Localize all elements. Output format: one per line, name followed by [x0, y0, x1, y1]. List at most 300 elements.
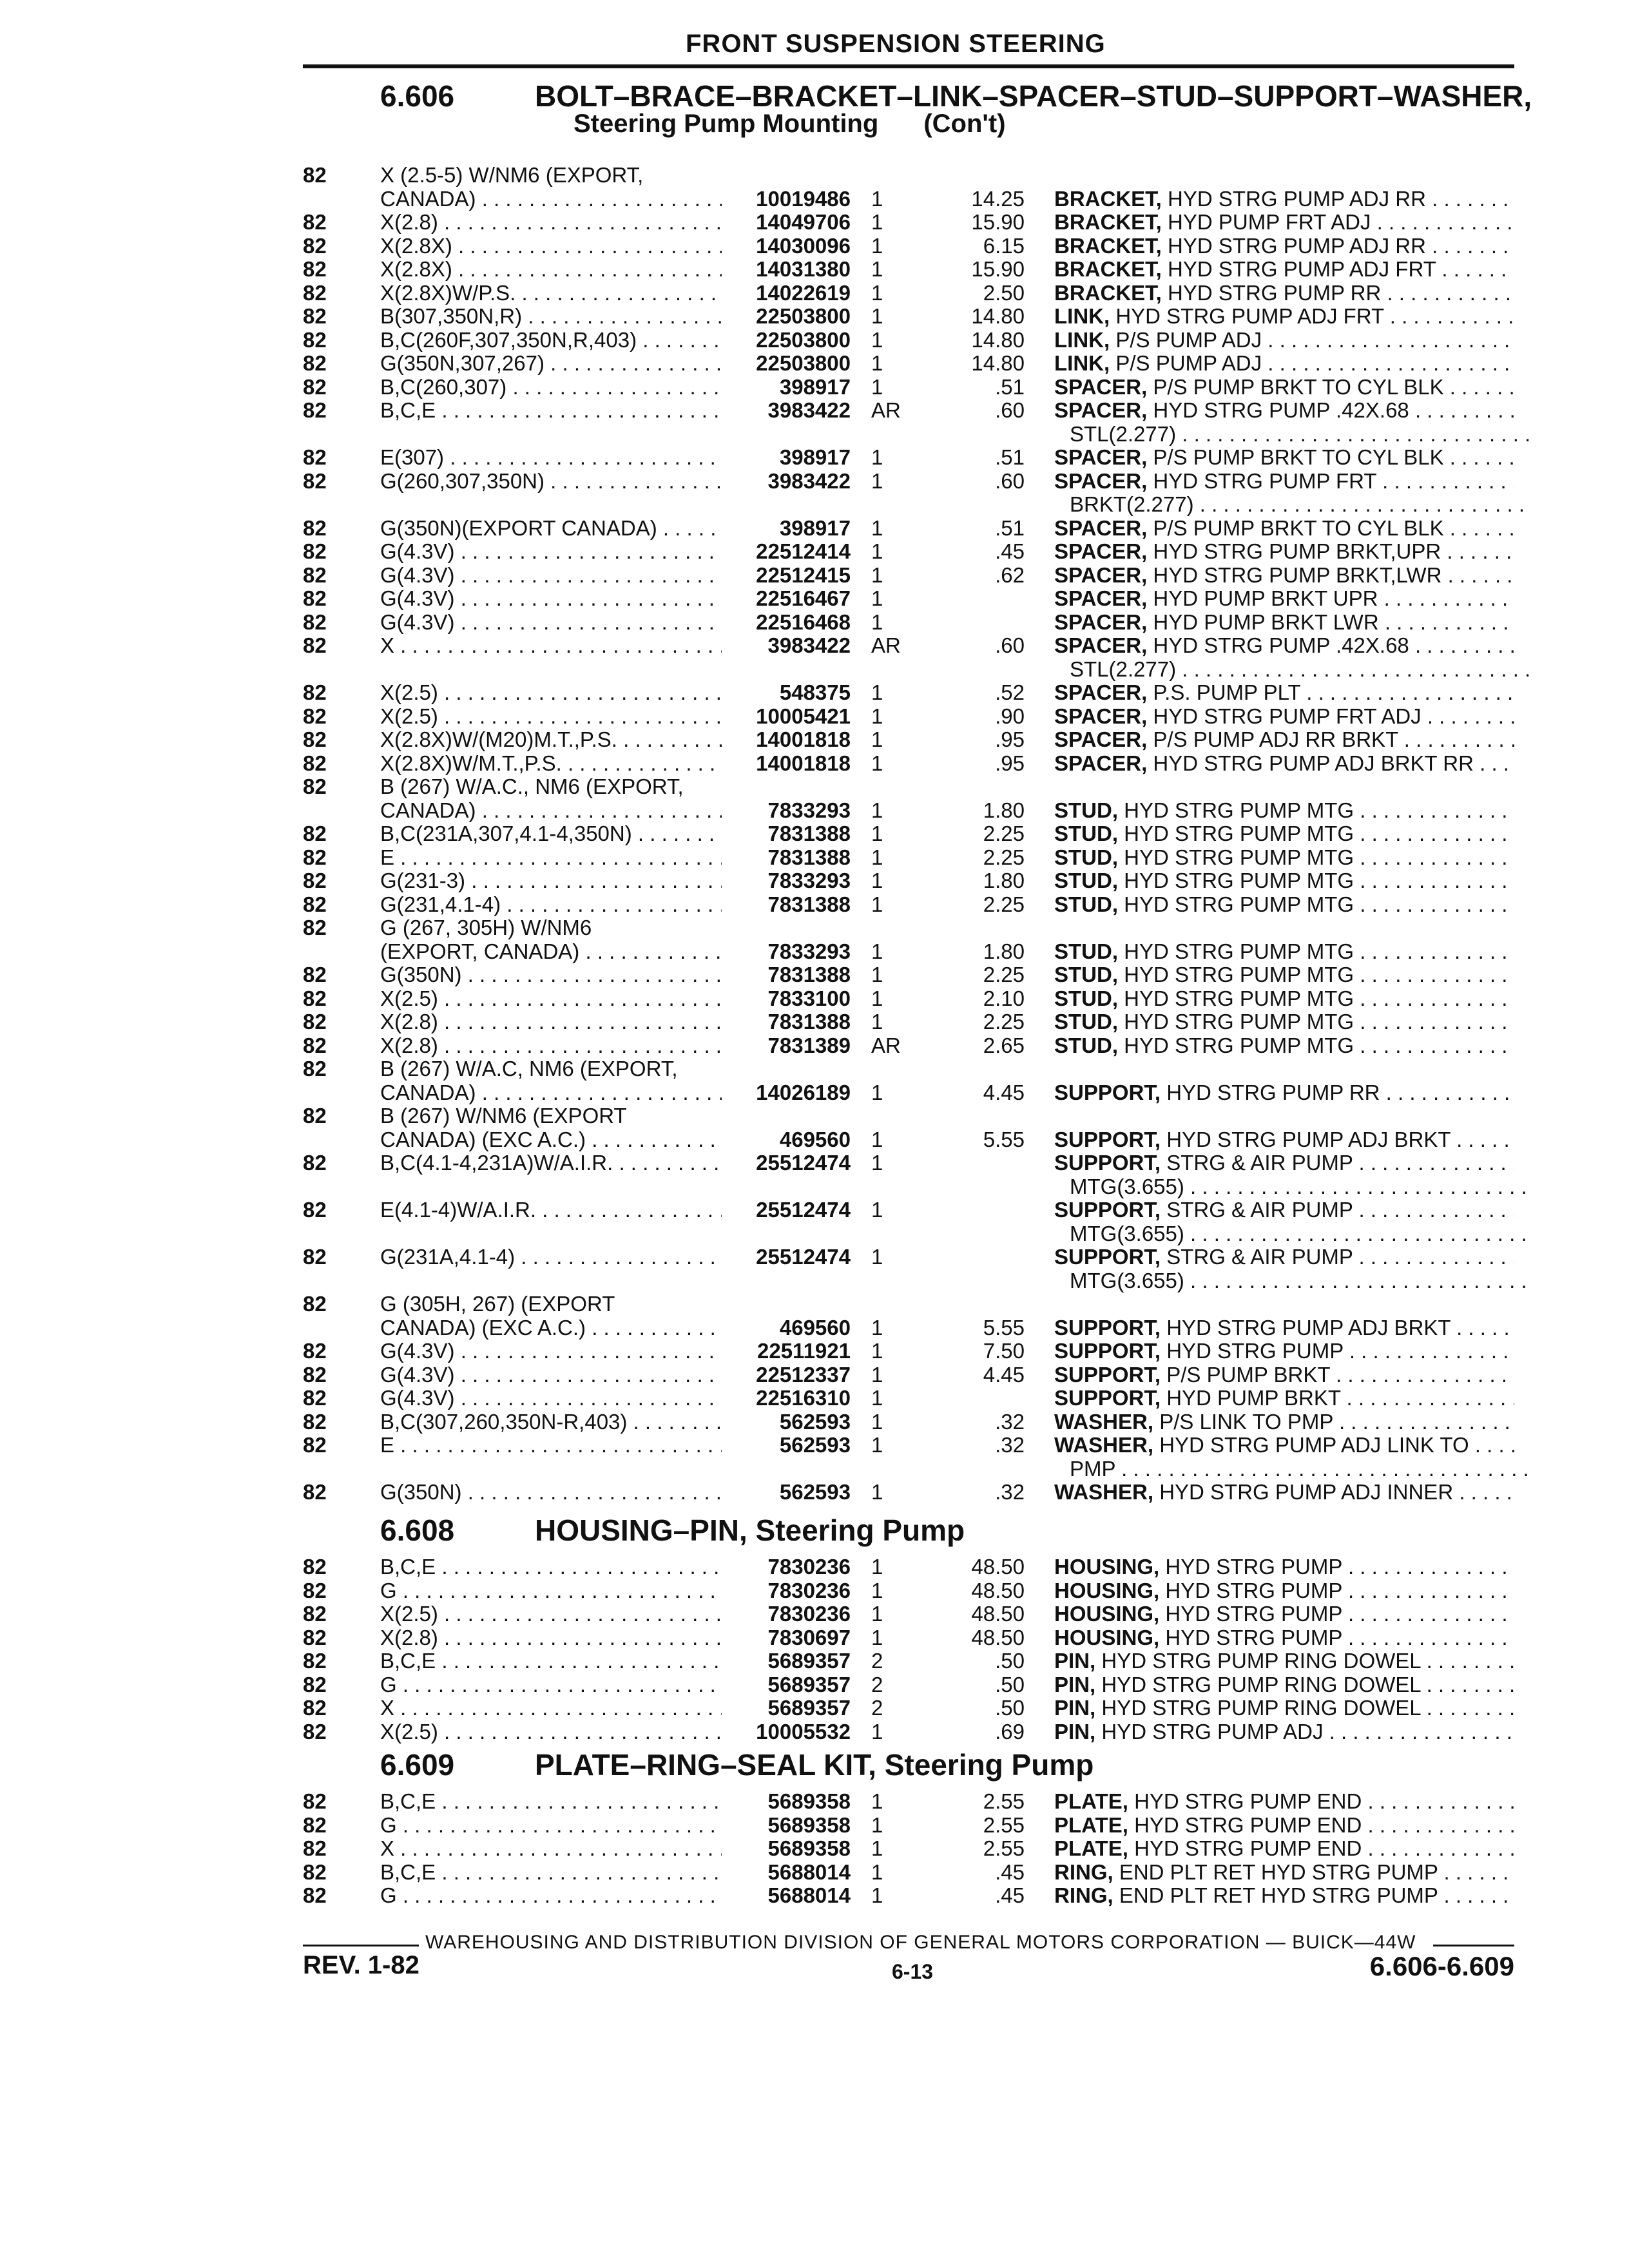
description-cell [1054, 892, 1514, 918]
price-cell: 2.55 [983, 1789, 1025, 1813]
part-description: STRG & AIR PUMP [1166, 1151, 1353, 1175]
price-cell: 48.50 [971, 1555, 1025, 1579]
application-cell: X . . . [380, 1836, 722, 1861]
part-description: STL(2.277) [1070, 421, 1177, 446]
table-row [0, 1456, 1629, 1482]
part-number-cell: 10005421 [756, 704, 851, 728]
quantity-cell: 1 [871, 280, 883, 305]
price-cell: .51 [995, 445, 1025, 469]
part-description: HYD STRG PUMP ADJ BRKT RR [1153, 751, 1474, 775]
quantity-cell: 1 [871, 986, 883, 1010]
quantity-cell: 1 [871, 1789, 883, 1813]
part-name: PIN, [1054, 1696, 1096, 1720]
part-description: HYD STRG PUMP END [1134, 1789, 1362, 1813]
table-row [0, 1080, 1629, 1106]
quantity-cell: AR [871, 398, 901, 422]
part-number-cell: 14001818 [756, 751, 851, 775]
application-cell: E(4.1-4)W/A.I.R. . . . [380, 1197, 722, 1223]
description-cell [1054, 939, 1514, 965]
part-description: HYD STRG PUMP MTG [1124, 869, 1354, 892]
application-cell: G(260,307,350N) . . . [380, 468, 722, 494]
part-name: WASHER, [1054, 1409, 1154, 1434]
price-cell: .95 [995, 751, 1025, 775]
quantity-cell: 1 [871, 1409, 883, 1434]
application-cell: G(4.3V) . . . [380, 539, 722, 564]
quantity-cell: 2 [871, 1696, 883, 1720]
year-cell: 82 [303, 610, 327, 634]
part-name: SUPPORT, [1054, 1315, 1161, 1340]
table-row [0, 774, 1629, 800]
price-cell: .69 [995, 1719, 1025, 1744]
table-row [0, 727, 1629, 753]
application-cell: B (267) W/NM6 (EXPORT [380, 1104, 627, 1128]
year-cell: 82 [303, 468, 327, 493]
year-cell: 82 [303, 327, 327, 352]
application-cell: X(2.8) . . . [380, 1033, 722, 1059]
description-cell [1054, 303, 1514, 329]
quantity-cell: 1 [871, 327, 883, 352]
price-cell: 2.10 [983, 986, 1025, 1010]
quantity-cell: 1 [871, 515, 883, 540]
part-description: HYD STRG PUMP MTG [1124, 986, 1354, 1010]
application-cell: G(4.3V) . . . [380, 586, 722, 611]
quantity-cell: 1 [871, 751, 883, 775]
description-cell [1054, 1080, 1514, 1106]
quantity-cell: 1 [871, 1480, 883, 1504]
application-cell: CANADA) . . . [380, 186, 722, 212]
price-cell: .60 [995, 468, 1025, 493]
part-name: SPACER, [1054, 398, 1148, 422]
year-cell: 82 [303, 163, 327, 187]
part-name: PIN, [1054, 1672, 1096, 1696]
part-number-cell: 22503800 [756, 304, 851, 328]
part-number-cell: 3983422 [767, 633, 851, 657]
description-cell [1054, 539, 1514, 564]
quantity-cell: 1 [871, 1127, 883, 1151]
part-description: P/S PUMP ADJ RR BRKT [1153, 727, 1398, 751]
price-cell: .52 [995, 680, 1025, 704]
part-description: HYD PUMP BRKT UPR [1153, 586, 1378, 610]
part-description: HYD PUMP FRT ADJ [1168, 210, 1371, 234]
application-cell: CANADA) (EXC A.C.) . . . [380, 1127, 722, 1153]
description-cell [1054, 1672, 1514, 1698]
application-cell: G(350N) . . . [380, 962, 722, 988]
part-description: HYD PUMP BRKT LWR [1153, 610, 1379, 634]
description-cell [1054, 1432, 1514, 1458]
year-cell: 82 [303, 398, 327, 422]
description-cell [1054, 1789, 1514, 1814]
description-cell [1070, 657, 1530, 682]
part-number-cell: 5689357 [767, 1672, 851, 1696]
application-cell: G . . . [380, 1883, 722, 1908]
part-description: BRKT(2.277) [1070, 492, 1194, 516]
part-name: SPACER, [1054, 374, 1148, 399]
year-cell: 82 [303, 539, 327, 563]
table-row [0, 1883, 1629, 1908]
application-cell: X (2.5-5) W/NM6 (EXPORT, [380, 163, 644, 187]
description-cell [1070, 1221, 1530, 1247]
quantity-cell: 1 [871, 1555, 883, 1579]
year-cell: 82 [303, 257, 327, 281]
part-description: HYD STRG PUMP RING DOWEL [1101, 1672, 1421, 1696]
application-cell: G(4.3V) . . . [380, 1362, 722, 1388]
year-cell: 82 [303, 1010, 327, 1033]
year-cell: 82 [303, 1578, 327, 1602]
application-cell: G(350N)(EXPORT CANADA) . . . [380, 515, 722, 541]
price-cell: .45 [995, 539, 1025, 563]
section-subtitle: Steering Pump Mounting [574, 110, 879, 138]
application-cell: X(2.8X) . . . [380, 256, 722, 282]
application-cell: B,C,E . . . [380, 1554, 722, 1580]
part-name: RING, [1054, 1883, 1113, 1907]
part-number-cell: 22512415 [756, 562, 851, 587]
part-name: PIN, [1054, 1719, 1096, 1744]
section-title: PLATE–RING–SEAL KIT, Steering Pump [535, 1748, 1094, 1782]
price-cell: .45 [995, 1860, 1025, 1884]
part-name: BRACKET, [1054, 210, 1162, 234]
year-cell: 82 [303, 1602, 327, 1626]
part-name: SUPPORT, [1054, 1362, 1161, 1387]
description-cell [1054, 1362, 1514, 1388]
quantity-cell: 1 [871, 1010, 883, 1033]
table-row [0, 1362, 1629, 1388]
price-cell: .62 [995, 562, 1025, 587]
price-cell: .95 [995, 727, 1025, 751]
quantity-cell: 1 [871, 304, 883, 328]
year-cell: 82 [303, 1057, 327, 1081]
part-number-cell: 10005532 [756, 1719, 851, 1744]
part-name: RING, [1054, 1860, 1113, 1884]
application-cell: G(4.3V) . . . [380, 1385, 722, 1411]
table-row [0, 1719, 1629, 1745]
footer-page-number: 6-13 [892, 1960, 934, 1983]
quantity-cell: 1 [871, 186, 883, 211]
year-cell: 82 [303, 680, 327, 704]
description-cell [1054, 280, 1514, 306]
price-cell: 15.90 [971, 210, 1025, 234]
footer-rule-right [1433, 1945, 1514, 1946]
application-cell: E . . . [380, 845, 722, 870]
part-name: SPACER, [1054, 586, 1148, 610]
table-row [0, 633, 1629, 658]
price-cell: 14.80 [971, 327, 1025, 352]
quantity-cell: 1 [871, 1151, 883, 1175]
table-row [0, 1315, 1629, 1341]
part-number-cell: 7830697 [767, 1625, 851, 1649]
table-row [0, 280, 1629, 306]
page-header-title: FRONT SUSPENSION STEERING [686, 30, 1106, 58]
price-cell: .51 [995, 515, 1025, 540]
part-description: P/S PUMP ADJ [1115, 327, 1262, 352]
table-row [0, 1860, 1629, 1885]
part-name: LINK, [1054, 304, 1110, 328]
price-cell: 2.25 [983, 822, 1025, 845]
price-cell: .90 [995, 704, 1025, 728]
part-description: STL(2.277) [1070, 657, 1177, 681]
application-cell: G(231A,4.1-4) . . . [380, 1244, 722, 1270]
table-row [0, 1197, 1629, 1223]
price-cell: 2.25 [983, 845, 1025, 869]
footer-publisher-line: WAREHOUSING AND DISTRIBUTION DIVISION OF GENERAL MOTORS CORPORATION — BUICK—44W [425, 1932, 1416, 1953]
table-row [0, 162, 1629, 188]
part-number-cell: 25512474 [756, 1151, 851, 1175]
description-cell [1054, 562, 1514, 588]
part-number-cell: 3983422 [767, 398, 851, 422]
part-description: HYD STRG PUMP .42X.68 [1153, 633, 1409, 657]
part-name: SPACER, [1054, 468, 1148, 493]
part-number-cell: 14026189 [756, 1080, 851, 1104]
year-cell: 82 [303, 304, 327, 328]
year-cell: 82 [303, 586, 327, 610]
year-cell: 82 [303, 633, 327, 657]
application-cell: X(2.8X) . . . [380, 233, 722, 259]
table-row [0, 1385, 1629, 1411]
part-number-cell: 469560 [779, 1315, 851, 1340]
description-cell [1054, 798, 1514, 823]
table-row [0, 1812, 1629, 1838]
application-cell: B,C,E . . . [380, 398, 722, 423]
description-cell [1054, 1601, 1514, 1627]
application-cell: E . . . [380, 1432, 722, 1458]
year-cell: 82 [303, 1198, 327, 1222]
table-row [0, 915, 1629, 941]
part-description: HYD STRG PUMP FRT ADJ [1153, 704, 1422, 728]
application-cell: B(307,350N,R) . . . [380, 303, 722, 329]
price-cell: .51 [995, 374, 1025, 399]
year-cell: 82 [303, 562, 327, 587]
year-cell: 82 [303, 727, 327, 751]
table-row [0, 821, 1629, 847]
table-row [0, 233, 1629, 259]
part-number-cell: 7831388 [767, 1010, 851, 1033]
application-cell: G(4.3V) . . . [380, 1338, 722, 1364]
application-cell: X(2.8) . . . [380, 1009, 722, 1035]
quantity-cell: 1 [871, 374, 883, 399]
quantity-cell: 1 [871, 1339, 883, 1363]
application-cell: CANADA) . . . [380, 1080, 722, 1106]
part-name: SPACER, [1054, 633, 1148, 657]
quantity-cell: 1 [871, 1625, 883, 1649]
description-cell [1054, 515, 1514, 541]
quantity-cell: 1 [871, 939, 883, 963]
description-cell [1054, 1695, 1514, 1721]
description-cell [1054, 1338, 1514, 1364]
part-number-cell: 7831388 [767, 845, 851, 869]
part-name: HOUSING, [1054, 1625, 1160, 1649]
part-description: HYD STRG PUMP END [1134, 1812, 1362, 1837]
table-row [0, 515, 1629, 541]
price-cell: 48.50 [971, 1602, 1025, 1626]
price-cell: 2.25 [983, 1010, 1025, 1033]
part-description: HYD STRG PUMP END [1134, 1836, 1362, 1860]
quantity-cell: 1 [871, 586, 883, 610]
footer-section-range: 6.606-6.609 [1369, 1951, 1514, 1981]
application-cell: X(2.5) . . . [380, 704, 722, 729]
application-cell: X(2.5) . . . [380, 680, 722, 706]
part-number-cell: 5688014 [767, 1860, 851, 1884]
part-name: SUPPORT, [1054, 1198, 1161, 1222]
application-cell: B,C,E . . . [380, 1860, 722, 1885]
footer-revision: REV. 1-82 [303, 1951, 419, 1979]
part-number-cell: 25512474 [756, 1245, 851, 1269]
part-number-cell: 22503800 [756, 327, 851, 352]
part-description: P/S LINK TO PMP [1159, 1409, 1333, 1434]
part-description: HYD STRG PUMP RING DOWEL [1101, 1696, 1421, 1720]
description-cell [1054, 1409, 1514, 1435]
price-cell: 6.15 [983, 233, 1025, 258]
part-name: STUD, [1054, 798, 1118, 822]
part-description: MTG(3.655) [1070, 1174, 1184, 1198]
table-row [0, 962, 1629, 988]
part-name: SPACER, [1054, 727, 1148, 751]
price-cell: .50 [995, 1696, 1025, 1720]
quantity-cell: 2 [871, 1649, 883, 1673]
quantity-cell: 1 [871, 798, 883, 822]
application-cell: G(350N) . . . [380, 1479, 722, 1505]
part-number-cell: 7830236 [767, 1578, 851, 1602]
part-number-cell: 3983422 [767, 468, 851, 493]
part-name: SUPPORT, [1054, 1245, 1161, 1269]
table-row [0, 845, 1629, 870]
quantity-cell: 1 [871, 727, 883, 751]
part-name: SPACER, [1054, 445, 1148, 469]
part-name: SPACER, [1054, 751, 1148, 775]
year-cell: 82 [303, 1386, 327, 1410]
quantity-cell: 1 [871, 351, 883, 375]
year-cell: 82 [303, 845, 327, 869]
part-name: WASHER, [1054, 1433, 1154, 1457]
part-number-cell: 7831388 [767, 963, 851, 986]
part-description: HYD STRG PUMP MTG [1124, 963, 1354, 986]
year-cell: 82 [303, 1033, 327, 1057]
part-number-cell: 22511921 [757, 1339, 851, 1363]
part-number-cell: 7830236 [767, 1602, 851, 1626]
part-name: BRACKET, [1054, 280, 1162, 305]
table-row [0, 680, 1629, 706]
part-number-cell: 22512337 [756, 1362, 851, 1387]
table-row [0, 1479, 1629, 1505]
year-cell: 82 [303, 1555, 327, 1579]
price-cell: .60 [995, 633, 1025, 657]
table-row [0, 1244, 1629, 1270]
part-description: MTG(3.655) [1070, 1221, 1184, 1245]
application-cell: B,C(231A,307,4.1-4,350N) . . . [380, 821, 722, 847]
part-description: P.S. PUMP PLT [1153, 680, 1301, 704]
application-cell: X(2.5) . . . [380, 1601, 722, 1627]
part-description: STRG & AIR PUMP [1166, 1245, 1353, 1269]
part-name: BRACKET, [1054, 257, 1162, 281]
quantity-cell: 1 [871, 1245, 883, 1269]
table-row [0, 1033, 1629, 1059]
quantity-cell: 1 [871, 562, 883, 587]
year-cell: 82 [303, 986, 327, 1010]
section-number: 6.606 [380, 79, 455, 113]
price-cell: 2.65 [983, 1033, 1025, 1057]
part-description: END PLT RET HYD STRG PUMP [1119, 1860, 1438, 1884]
quantity-cell: 1 [871, 1812, 883, 1837]
part-number-cell: 7833100 [767, 986, 851, 1010]
description-cell [1054, 1127, 1514, 1153]
quantity-cell: 1 [871, 822, 883, 845]
quantity-cell: 1 [871, 869, 883, 892]
price-cell: 14.80 [971, 304, 1025, 328]
quantity-cell: 2 [871, 1672, 883, 1696]
part-name: STUD, [1054, 963, 1118, 986]
description-cell [1054, 1836, 1514, 1861]
year-cell: 82 [303, 351, 327, 375]
application-cell: (EXPORT, CANADA) . . . [380, 939, 722, 965]
part-number-cell: 5688014 [767, 1883, 851, 1907]
description-cell [1054, 1883, 1514, 1908]
part-description: P/S PUMP BRKT TO CYL BLK [1153, 374, 1444, 399]
table-row [0, 1695, 1629, 1721]
description-cell [1054, 1625, 1514, 1651]
year-cell: 82 [303, 1362, 327, 1387]
part-description: HYD STRG PUMP ADJ RR [1168, 233, 1426, 258]
description-cell [1054, 256, 1514, 282]
year-cell: 82 [303, 1245, 327, 1269]
part-description: HYD STRG PUMP .42X.68 [1153, 398, 1409, 422]
part-description: HYD STRG PUMP ADJ LINK TO [1159, 1433, 1469, 1457]
part-name: SPACER, [1054, 515, 1148, 540]
description-cell [1054, 1315, 1514, 1341]
continued-label: (Con't) [923, 110, 1006, 138]
part-number-cell: 562593 [779, 1480, 851, 1504]
part-description: HYD STRG PUMP MTG [1124, 798, 1354, 822]
quantity-cell: 1 [871, 1719, 883, 1744]
table-row [0, 939, 1629, 965]
table-row [0, 539, 1629, 564]
part-number-cell: 22516467 [756, 586, 851, 610]
footer-rule-left [303, 1945, 419, 1946]
quantity-cell: 1 [871, 1883, 883, 1907]
application-cell: G . . . [380, 1812, 722, 1838]
part-number-cell: 398917 [779, 515, 851, 540]
table-row [0, 303, 1629, 329]
part-name: SPACER, [1054, 680, 1148, 704]
year-cell: 82 [303, 1789, 327, 1813]
table-row [0, 562, 1629, 588]
part-number-cell: 7831389 [767, 1033, 851, 1057]
application-cell: B,C(260,307) . . . [380, 374, 722, 400]
part-name: SPACER, [1054, 610, 1148, 634]
table-row [0, 1601, 1629, 1627]
part-description: HYD PUMP BRKT [1166, 1386, 1341, 1410]
description-cell [1054, 751, 1514, 776]
quantity-cell: 1 [871, 704, 883, 728]
part-number-cell: 398917 [779, 374, 851, 399]
application-cell: CANADA) . . . [380, 798, 722, 823]
description-cell [1070, 1456, 1530, 1482]
table-row [0, 209, 1629, 235]
application-cell: B,C(4.1-4,231A)W/A.I.R. . . . [380, 1150, 722, 1176]
description-cell [1054, 821, 1514, 847]
year-cell: 82 [303, 1339, 327, 1363]
part-description: HYD STRG PUMP ADJ FRT [1168, 257, 1436, 281]
table-row [0, 1174, 1629, 1200]
table-row [0, 374, 1629, 400]
part-description: HYD STRG PUMP FRT [1153, 468, 1376, 493]
part-name: PLATE, [1054, 1836, 1128, 1860]
part-number-cell: 7833293 [767, 798, 851, 822]
year-cell: 82 [303, 1104, 327, 1128]
part-number-cell: 5689357 [767, 1649, 851, 1673]
part-name: HOUSING, [1054, 1578, 1160, 1602]
table-row [0, 492, 1629, 517]
table-row [0, 704, 1629, 729]
year-cell: 82 [303, 1836, 327, 1860]
quantity-cell: 1 [871, 445, 883, 469]
